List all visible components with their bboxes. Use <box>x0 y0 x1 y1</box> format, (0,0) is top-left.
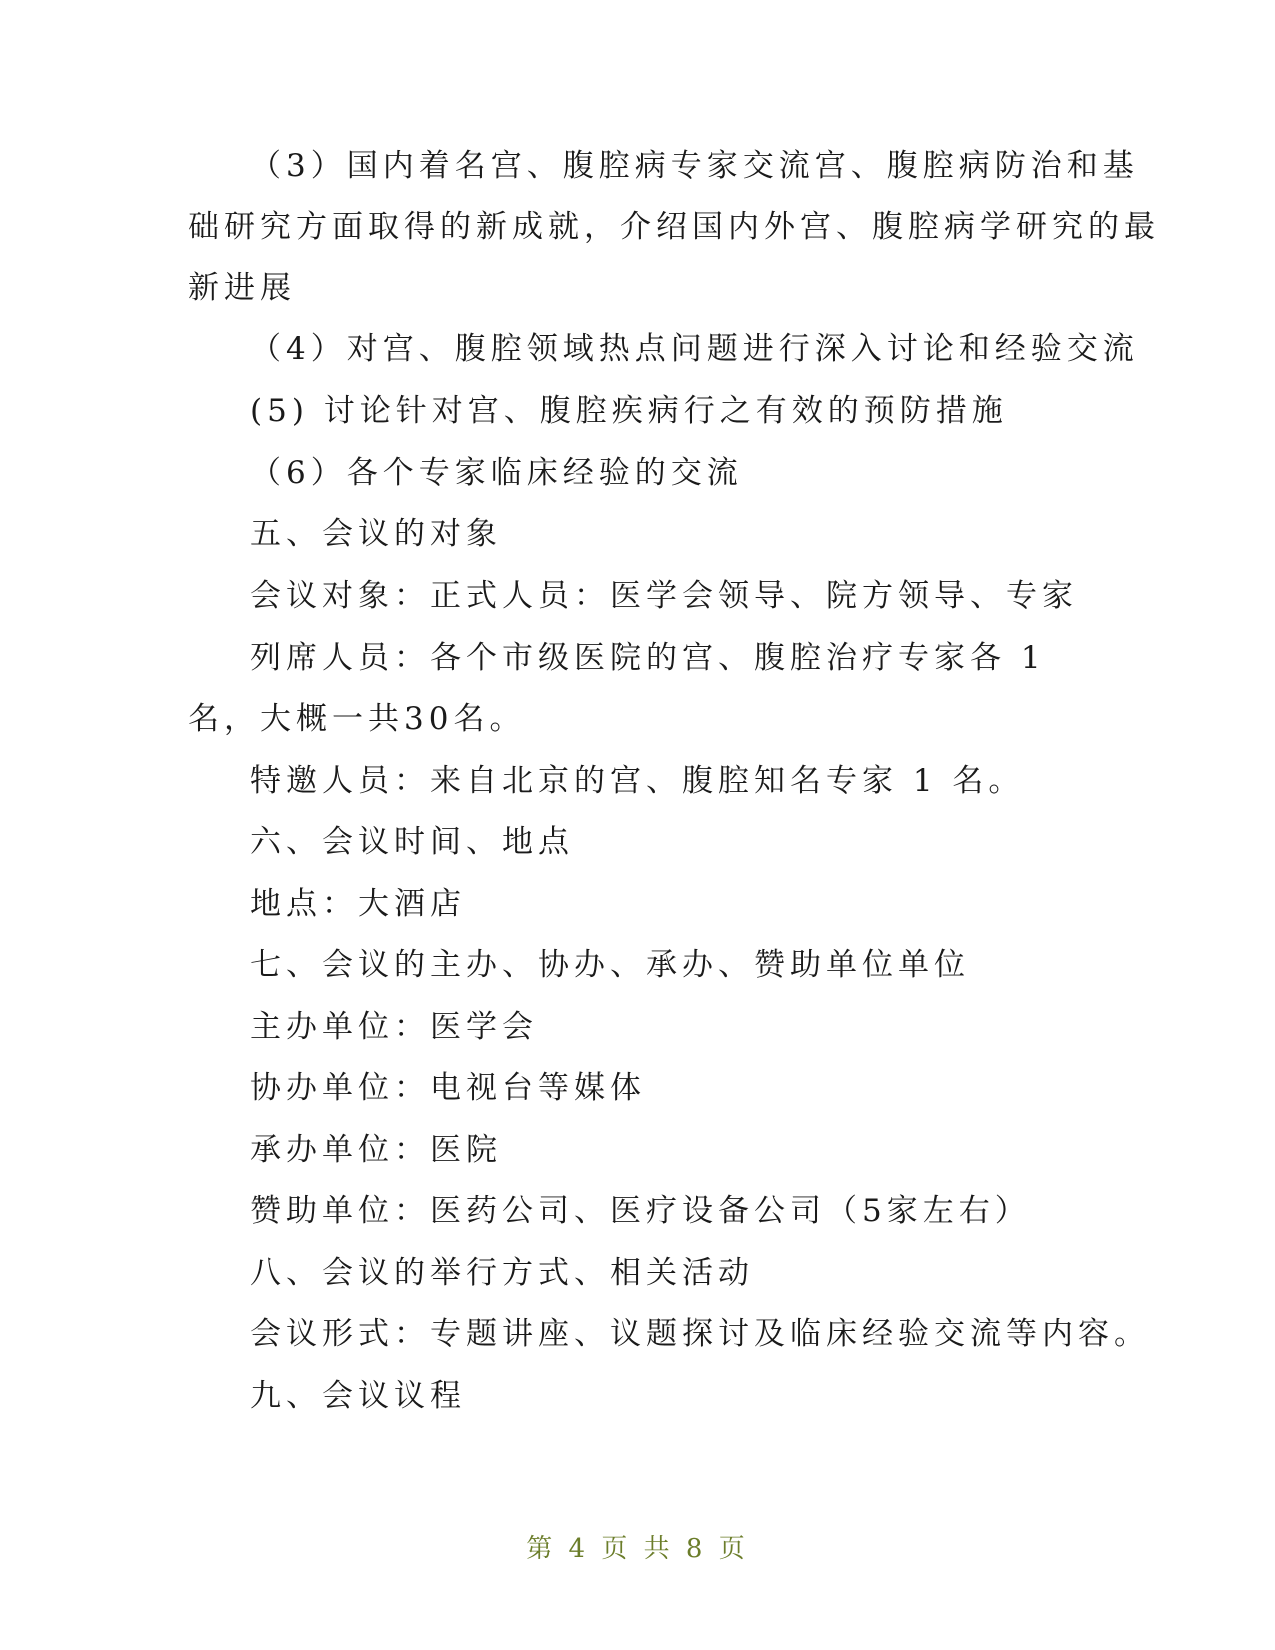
text-line-sponsor: 赞助单位：医药公司、医疗设备公司（5家左右） <box>250 1193 1031 1229</box>
text-line-guests: 特邀人员：来自北京的宫、腹腔知名专家 1 名。 <box>250 763 1025 799</box>
text-line-format: 会议形式：专题讲座、议题探讨及临床经验交流等内容。 <box>250 1316 1150 1352</box>
text-line-venue: 地点：大酒店 <box>250 886 466 922</box>
section-heading-9: 九、会议议程 <box>250 1378 466 1414</box>
section-heading-5: 五、会议的对象 <box>250 516 502 552</box>
text-line-item-3-end: 新进展 <box>188 270 296 306</box>
text-line-host: 主办单位：医学会 <box>250 1009 538 1045</box>
text-line-item-3: （3）国内着名宫、腹腔病专家交流宫、腹腔病防治和基 <box>250 148 1139 184</box>
text-line-item-5: (5) 讨论针对宫、腹腔疾病行之有效的预防措施 <box>250 393 1008 429</box>
text-line-observers-cont: 名，大概一共30名。 <box>188 701 526 737</box>
page-footer: 第 4 页 共 8 页 <box>526 1534 749 1564</box>
text-line-organizer: 承办单位：医院 <box>250 1132 502 1168</box>
text-line-item-4: （4）对宫、腹腔领域热点问题进行深入讨论和经验交流 <box>250 331 1139 367</box>
section-heading-8: 八、会议的举行方式、相关活动 <box>250 1255 754 1291</box>
section-heading-7: 七、会议的主办、协办、承办、赞助单位单位 <box>250 947 970 983</box>
section-heading-6: 六、会议时间、地点 <box>250 824 574 860</box>
text-line-cohost: 协办单位：电视台等媒体 <box>250 1070 646 1106</box>
text-line-item-3-cont: 础研究方面取得的新成就，介绍国内外宫、腹腔病学研究的最 <box>188 209 1160 245</box>
text-line-item-6: （6）各个专家临床经验的交流 <box>250 455 743 491</box>
text-line-observers: 列席人员：各个市级医院的宫、腹腔治疗专家各 1 <box>250 640 1046 676</box>
text-line-attendees: 会议对象：正式人员：医学会领导、院方领导、专家 <box>250 578 1078 614</box>
